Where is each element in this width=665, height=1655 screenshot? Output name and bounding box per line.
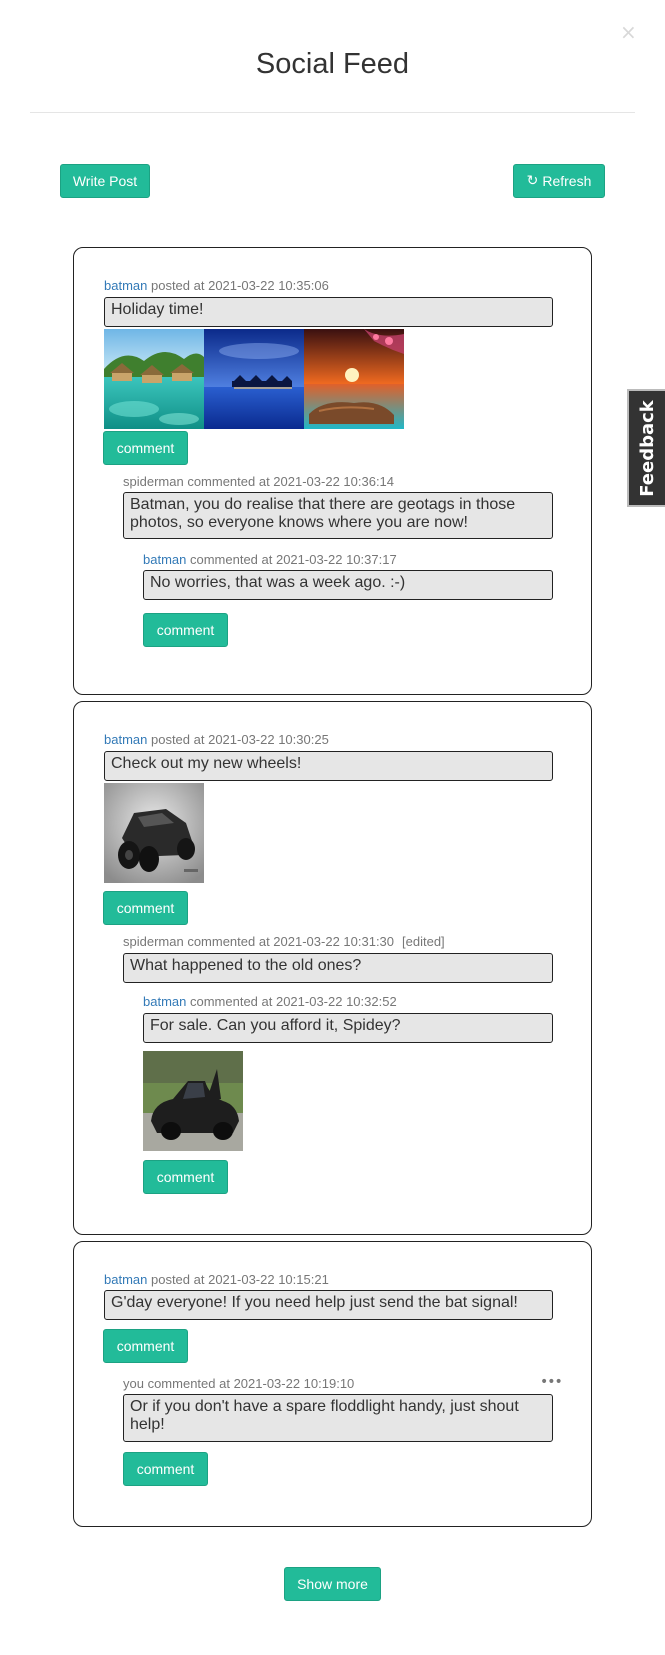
reply-meta (143, 994, 397, 1009)
comment-button[interactable]: comment (103, 891, 188, 925)
feedback-label: Feedback (636, 399, 658, 497)
post-author-link[interactable]: batman (104, 278, 148, 293)
page-title: Social Feed (255, 48, 410, 80)
post-meta (104, 732, 329, 747)
feedback-tab[interactable] (627, 389, 665, 507)
write-post-button[interactable]: Write Post (60, 164, 150, 198)
overwater-huts-night-photo[interactable] (204, 329, 304, 429)
post-card (73, 1241, 592, 1527)
comment-meta (123, 474, 394, 489)
comment-timestamp: commented at 2021-03-22 10:31:30 (183, 934, 395, 949)
show-more-button[interactable]: Show more (284, 1567, 381, 1601)
post-meta (104, 278, 329, 293)
reply-timestamp: commented at 2021-03-22 10:32:52 (186, 994, 397, 1009)
post-timestamp: posted at 2021-03-22 10:35:06 (147, 278, 329, 293)
comment-text: What happened to the old ones? (123, 953, 553, 983)
tropical-bungalows-photo[interactable] (104, 329, 204, 429)
reply-timestamp: commented at 2021-03-22 10:37:17 (186, 552, 397, 567)
reply-meta (143, 552, 397, 567)
reply-text: No worries, that was a week ago. :-) (143, 570, 553, 600)
comment-author: spiderman (123, 474, 184, 489)
reply-text: For sale. Can you afford it, Spidey? (143, 1013, 553, 1043)
post-text: Holiday time! (104, 297, 553, 327)
comment-author: spiderman (123, 934, 184, 949)
more-options-icon[interactable]: ••• (540, 1374, 562, 1390)
refresh-button[interactable] (513, 164, 605, 198)
comment-button[interactable]: comment (143, 1160, 228, 1194)
post-author-link[interactable]: batman (104, 732, 148, 747)
post-author-link[interactable]: batman (104, 1272, 148, 1287)
sunset-rock-photo[interactable] (304, 329, 404, 429)
post-card (73, 247, 592, 695)
post-timestamp: posted at 2021-03-22 10:30:25 (147, 732, 329, 747)
reply-author-link[interactable]: batman (143, 994, 187, 1009)
post-card (73, 701, 592, 1235)
comment-timestamp: commented at 2021-03-22 10:36:14 (183, 474, 395, 489)
comment-text: Or if you don't have a spare floddlight handy, just shout help! (123, 1394, 553, 1442)
post-text: G'day everyone! If you need help just send the bat signal! (104, 1290, 553, 1320)
comment-author: you (123, 1376, 144, 1391)
comment-button[interactable]: comment (143, 613, 228, 647)
refresh-button-label: Refresh (542, 173, 592, 189)
tumbler-car-photo[interactable] (104, 783, 204, 883)
header-divider (30, 112, 635, 113)
batmobile-photo[interactable] (143, 1051, 243, 1151)
refresh-icon: ↻ (526, 173, 539, 189)
comment-button[interactable]: comment (103, 431, 188, 465)
comment-meta (123, 1376, 354, 1391)
comment-button[interactable]: comment (103, 1329, 188, 1363)
close-icon[interactable]: × (620, 20, 637, 44)
post-meta (104, 1272, 329, 1287)
edited-badge: [edited] (402, 934, 445, 949)
post-timestamp: posted at 2021-03-22 10:15:21 (147, 1272, 329, 1287)
post-text: Check out my new wheels! (104, 751, 553, 781)
comment-button[interactable]: comment (123, 1452, 208, 1486)
comment-text: Batman, you do realise that there are geotags in those photos, so everyone knows where you are now! (123, 492, 553, 539)
reply-author-link[interactable]: batman (143, 552, 187, 567)
comment-meta (123, 934, 445, 949)
comment-timestamp: commented at 2021-03-22 10:19:10 (143, 1376, 355, 1391)
